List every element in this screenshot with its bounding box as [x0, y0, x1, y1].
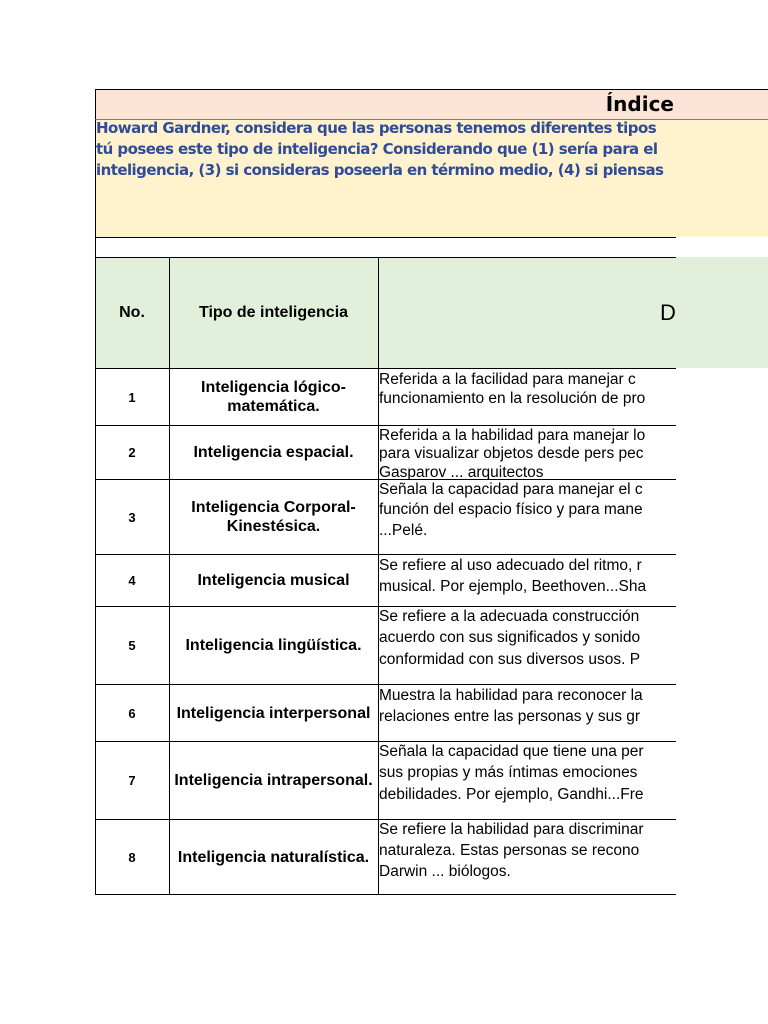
grid-line	[95, 894, 676, 895]
description-line: musical. Por ejemplo, Beethoven...Sha	[379, 578, 647, 595]
description-line: función del espacio físico y para mane	[379, 501, 643, 518]
intro-paragraph	[96, 119, 676, 237]
page-title: Índice	[605, 92, 674, 116]
description-line: Se refiere la habilidad para discriminar	[379, 821, 644, 838]
intelligence-description	[379, 685, 676, 741]
description-line: funcionamiento en la resolución de pro	[379, 390, 646, 407]
intelligence-description	[379, 369, 676, 425]
intelligence-type: Inteligencia interpersonal	[176, 704, 371, 722]
description-line: Muestra la habilidad para reconocer la	[379, 687, 643, 704]
description-line: Gasparov ... arquitectos	[379, 464, 544, 479]
header-no: No.	[119, 303, 145, 321]
description-line: conformidad con sus diversos usos. P	[379, 651, 641, 668]
description-line: Señala la capacidad para manejar el c	[379, 481, 643, 498]
description-line: ...Pelé.	[379, 522, 428, 539]
intelligence-type: Inteligencia lingüística.	[185, 637, 362, 654]
row-number: 2	[128, 445, 136, 460]
row-number: 6	[128, 705, 136, 721]
intelligence-description	[379, 426, 676, 479]
spacer-row	[95, 237, 676, 257]
row-number: 1	[128, 389, 136, 405]
intro-line: Howard Gardner, considera que las personas tenemos diferentes tipos	[96, 119, 657, 137]
intro-line: tú posees este tipo de inteligencia? Considerando que (1) sería para el	[96, 140, 658, 158]
description-line: Se refiere al uso adecuado del ritmo, r	[379, 557, 642, 574]
description-line: Señala la capacidad que tiene una per	[379, 743, 644, 760]
description-line: Referida a la facilidad para manejar c	[379, 371, 636, 388]
row-number: 5	[128, 638, 136, 653]
description-line: debilidades. Por ejemplo, Gandhi...Fre	[379, 786, 644, 803]
intro-line: inteligencia, (3) si consideras poseerla en término medio, (4) si piensas	[96, 161, 664, 179]
header-tipo: Tipo de inteligencia	[198, 303, 349, 321]
description-line: para visualizar objetos desde pers pec	[379, 445, 644, 462]
intelligence-description	[379, 820, 676, 894]
description-line: Darwin ... biólogos.	[379, 863, 511, 880]
intelligence-type: Inteligencia musical	[197, 572, 350, 589]
description-line: acuerdo con sus significados y sonido	[379, 629, 641, 646]
intelligence-description	[379, 555, 676, 606]
description-line: Referida a la habilidad para manejar lo	[379, 427, 646, 444]
intelligence-type: Inteligencia espacial.	[193, 444, 354, 461]
intelligence-description	[379, 742, 676, 819]
row-number: 7	[128, 773, 136, 788]
row-number: 4	[128, 573, 136, 588]
description-line: naturaleza. Estas personas se recono	[379, 842, 640, 859]
description-line: relaciones entre las personas y sus gr	[379, 708, 641, 725]
row-number: 8	[128, 849, 136, 865]
description-line: Se refiere a la adecuada construcción	[379, 608, 640, 625]
intelligence-type: Inteligencia naturalística.	[177, 848, 370, 866]
row-number: 3	[128, 509, 136, 525]
intelligence-type: Inteligencia lógico-matemática.	[201, 379, 346, 415]
header-desc	[378, 257, 676, 368]
header-desc-label: D	[660, 300, 676, 325]
grid-line	[95, 257, 676, 258]
intelligence-type: Inteligencia intrapersonal.	[174, 772, 373, 789]
intelligence-description	[379, 480, 676, 554]
description-line: sus propias y más íntimas emociones	[379, 764, 638, 781]
intelligence-description	[379, 607, 676, 684]
intelligence-type: Inteligencia Corporal-Kinestésica.	[191, 499, 356, 535]
